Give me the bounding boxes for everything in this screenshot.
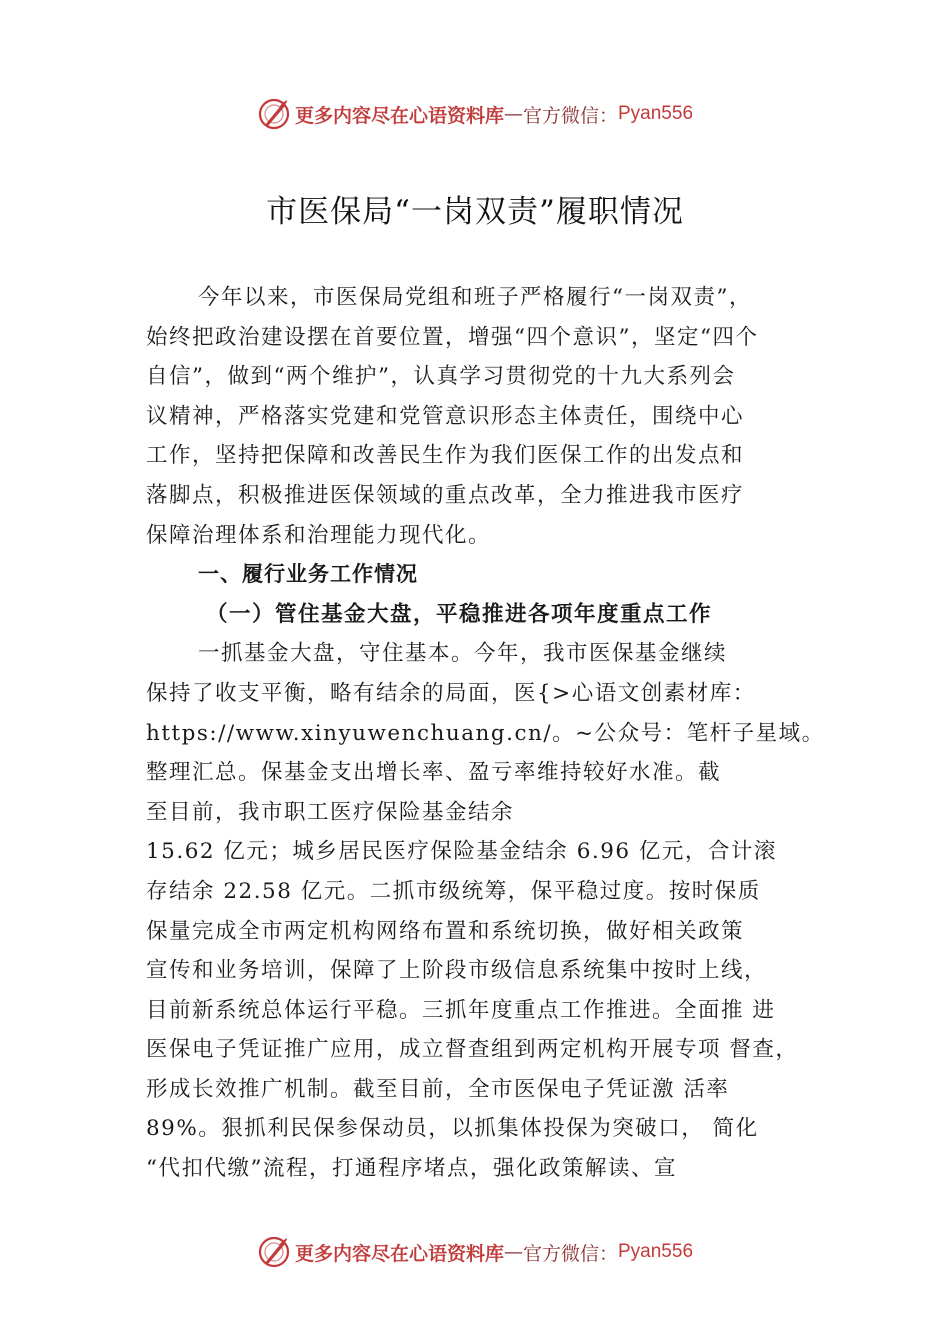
paragraph-line: 89%。狠抓利民保参保动员，以抓集体投保为突破口， 简化 (146, 1116, 759, 1142)
paragraph-line: 今年以来，市医保局党组和班子严格履行“一岗双责”， (198, 285, 752, 310)
paragraph-line: “代扣代缴”流程，打通程序堵点，强化政策解读、宣 (146, 1156, 677, 1182)
paragraph-line: 始终把政治建设摆在首要位置，增强“四个意识”，坚定“四个 (146, 324, 759, 350)
banner-wechat-label: 官方微信： (522, 1242, 618, 1265)
paragraph-line: 保量完成全市两定机构网络布置和系统切换，做好相关政策 (146, 918, 745, 944)
paragraph-line: 工作，坚持把保障和改善民生作为我们医保工作的出发点和 (146, 443, 745, 469)
banner-brand-text: 更多内容尽在心语资料库 (294, 1242, 504, 1265)
banner-wechat-label: 官方微信： (522, 104, 618, 127)
banner-wechat-id: Pyan556 (618, 103, 694, 124)
banner-dash: — (503, 103, 523, 125)
paragraph-line: 保障治理体系和治理能力现代化。 (146, 522, 492, 548)
subsection-heading: （一）管住基金大盘，平稳推进各项年度重点工作 (206, 601, 713, 627)
quill-logo-icon (257, 97, 291, 131)
document-body (146, 278, 846, 1189)
quill-logo-icon (257, 1235, 291, 1269)
paragraph-line: 宣传和业务培训，保障了上阶段市级信息系统集中按时上线， (146, 958, 768, 984)
banner-brand-text: 更多内容尽在心语资料库 (294, 104, 504, 127)
paragraph-line: 自信”，做到“两个维护”，认真学习贯彻党的十九大系列会 (146, 364, 736, 390)
paragraph-line: 议精神，严格落实党建和党管意识形态主体责任，围绕中心 (146, 403, 745, 429)
footer-banner (0, 1232, 950, 1272)
paragraph-line: https://www.xinyuwenchuang.cn/。~公众号：笔杆子星域。 (146, 720, 825, 746)
paragraph-line: 15.62 亿元；城乡居民医疗保险基金结余 6.96 亿元，合计滚 (146, 839, 777, 865)
section-heading: 一、履行业务工作情况 (198, 562, 418, 587)
paragraph-line: 保持了收支平衡，略有结余的局面，医{>心语文创素材库： (146, 680, 756, 706)
paragraph-line: 目前新系统总体运行平稳。三抓年度重点工作推进。全面推 进 (146, 997, 776, 1023)
document-title: 市医保局“一岗双责”履职情况 (266, 194, 684, 230)
paragraph-line: 一抓基金大盘，守住基本。今年，我市医保基金继续 (198, 641, 728, 667)
paragraph-line: 存结余 22.58 亿元。二抓市级统筹，保平稳过度。按时保质 (146, 878, 761, 904)
paragraph-line: 形成长效推广机制。截至目前，全市医保电子凭证激 活率 (146, 1076, 730, 1102)
banner-dash: — (503, 1241, 523, 1263)
paragraph-line: 医保电子凭证推广应用，成立督查组到两定机构开展专项 督查， (146, 1037, 799, 1063)
paragraph-line: 整理汇总。保基金支出增长率、盈亏率维持较好水准。截 (146, 760, 722, 786)
paragraph-line: 至目前，我市职工医疗保险基金结余 (146, 799, 515, 825)
paragraph-line: 落脚点，积极推进医保领域的重点改革，全力推进我市医疗 (146, 482, 745, 508)
header-banner (0, 94, 950, 134)
banner-wechat-id: Pyan556 (618, 1241, 694, 1262)
